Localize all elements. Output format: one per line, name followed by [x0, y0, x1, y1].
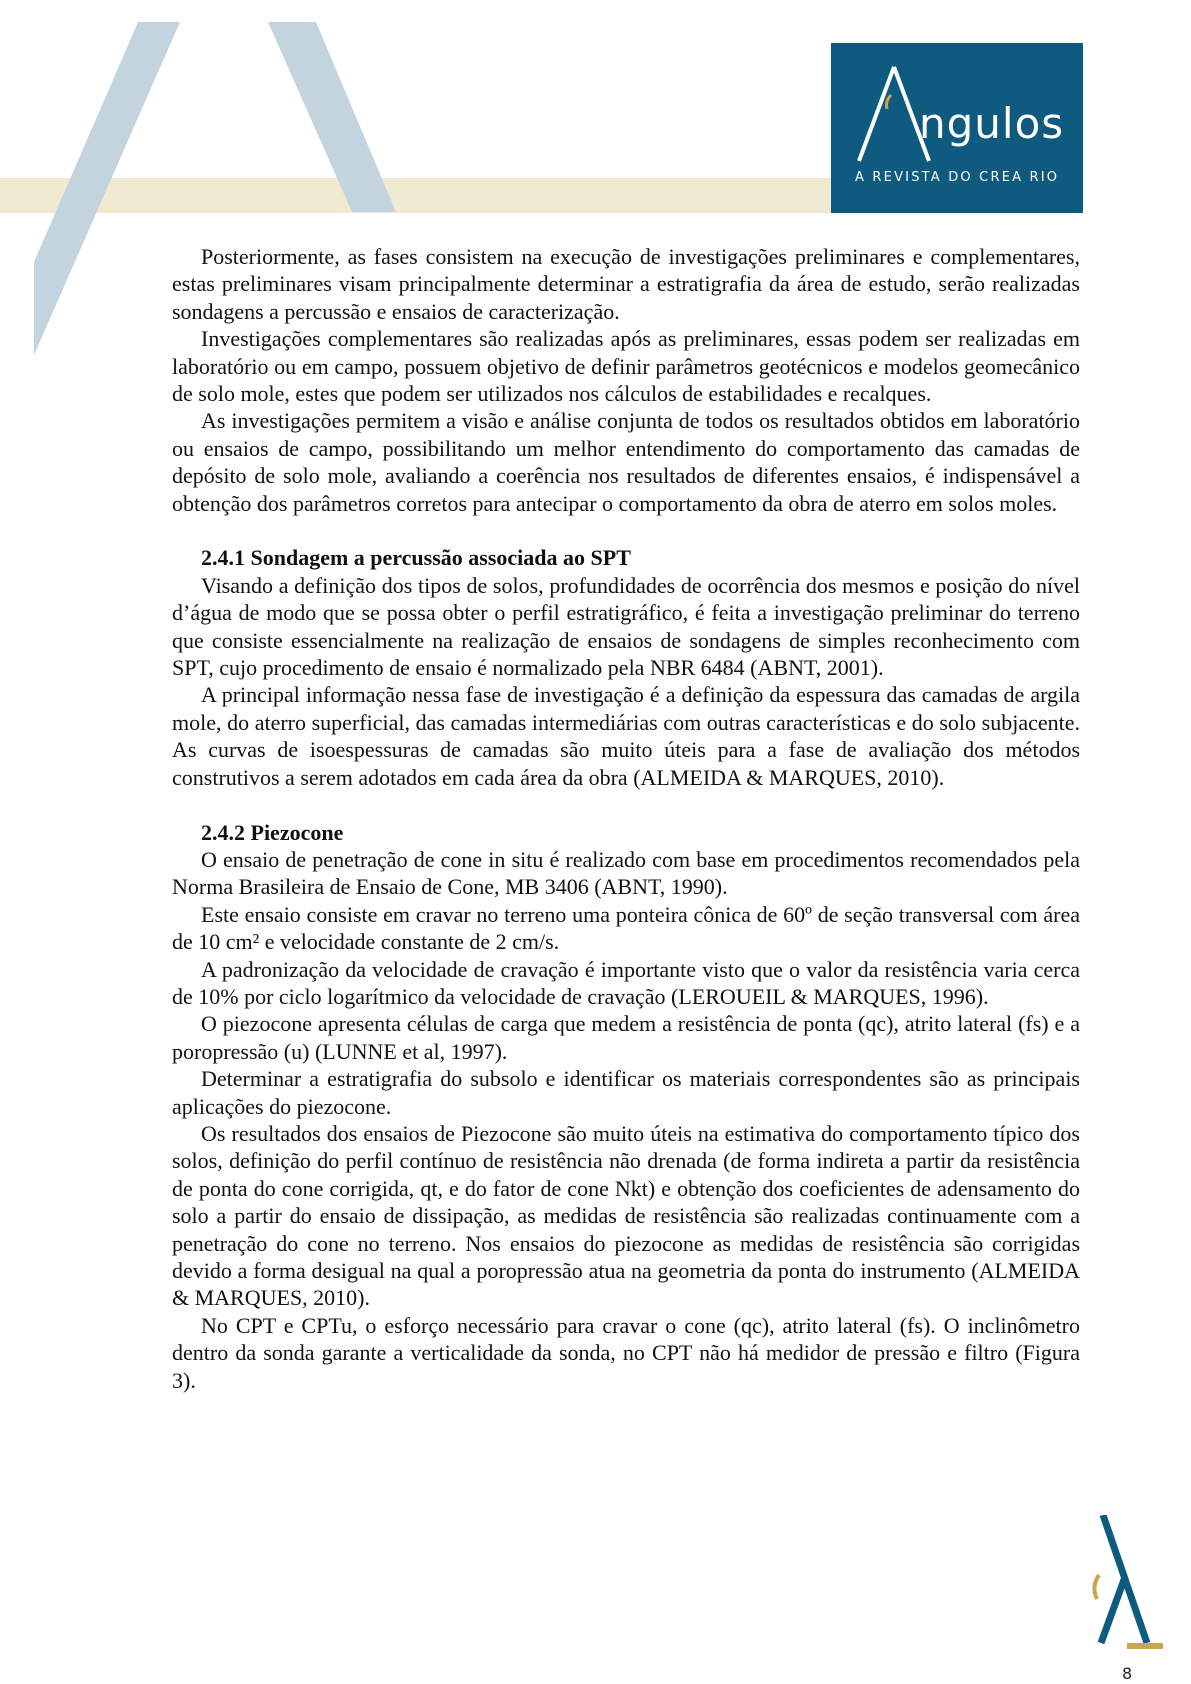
section-heading-241: 2.4.1 Sondagem a percussão associada ao SPT — [201, 545, 631, 571]
paragraph: No CPT e CPTu, o esforço necessário para cravar o cone (qc), atrito lateral (fs). O inclinômetro dentro da sonda garante a verticalidade da sonda, no CPT não há medidor de pressão e filtro (Figura 3). — [172, 1312, 1080, 1393]
logo-tagline: A REVISTA DO CREA RIO — [855, 170, 1060, 185]
logo-wordmark: ngulos — [919, 99, 1065, 148]
paragraph: O piezocone apresenta células de carga que medem a resistência de ponta (qc), atrito lateral (fs) e a poropressão (u) (LUNNE et al, 1997). — [172, 1011, 1080, 1064]
angulos-logo — [831, 43, 1083, 213]
paragraph: Investigações complementares são realizadas após as preliminares, essas podem ser realizadas em laboratório ou em campo, possuem objetivo de definir parâmetros geotécnicos e modelos geomecânico de solo mole, estes que podem ser utilizados nos cálculos de estabilidades e recalques. — [172, 326, 1080, 407]
paragraph: Visando a definição dos tipos de solos, profundidades de ocorrência dos mesmos e posição do nível d’água de modo que se possa obter o perfil estratigráfico, é feita a investigação preliminar do terreno que consiste essencialmente na realização de ensaios de sondagens de simples reconhecimento com SPT, cujo procedimento de ensaio é normalizado pela NBR 6484 (ABNT, 2001). — [172, 572, 1080, 681]
paragraph: Este ensaio consiste em cravar no terreno uma ponteira cônica de 60º de seção transversal com área de 10 cm² e velocidade constante de 2 cm/s. — [172, 901, 1080, 955]
section-heading-242: 2.4.2 Piezocone — [201, 819, 344, 845]
page-number: 8 — [1122, 1664, 1133, 1683]
paragraph: O ensaio de penetração de cone in situ é realizado com base em procedimentos recomendados pela Norma Brasileira de Ensaio de Cone, MB 3406 (ABNT, 1990). — [172, 846, 1080, 900]
section-spacer — [172, 517, 1080, 544]
paragraph: Os resultados dos ensaios de Piezocone são muito úteis na estimativa do comportamento típico dos solos, definição do perfil contínuo de resistência não drenada (de forma indireta a partir da resistência de ponta do cone corrigida, qt, e do fator de cone Nkt) e obtenção dos coeficientes de adensamento do solo a partir do ensaio de dissipação, as medidas de resistência são realizadas continuamente com a penetração do cone no terreno. Nos ensaios do piezocone as medidas de resistência são corrigidas devido a forma desigual na qual a poropressão atua na geometria da ponta do instrumento (ALMEIDA & MARQUES, 2010). — [172, 1120, 1080, 1311]
footer-lambda-icon — [1085, 1515, 1165, 1655]
section-spacer — [172, 791, 1080, 818]
paragraph: As investigações permitem a visão e análise conjunta de todos os resultados obtidos em laboratório ou ensaios de campo, possibilitando um melhor entendimento do comportamento das camadas de depósito de solo mole, avaliando a coerência nos resultados de diferentes ensaios, é indispensável a obtenção dos parâmetros corretos para antecipar o comportamento da obra de aterro em solos moles. — [172, 408, 1080, 516]
header-beige-band — [0, 178, 831, 213]
paragraph: A padronização da velocidade de cravação é importante visto que o valor da resistência varia cerca de 10% por ciclo logarítmico da velocidade de cravação (LEROUEIL & MARQUES, 1996). — [172, 956, 1080, 1009]
paragraph: Determinar a estratigrafia do subsolo e identificar os materiais correspondentes são as principais aplicações do piezocone. — [172, 1066, 1080, 1119]
document-body — [172, 243, 1080, 1394]
paragraph: Posteriormente, as fases consistem na execução de investigações preliminares e complementares, estas preliminares visam principalmente determinar a estratigrafia da área de estudo, serão realizadas sondagens a percussão e ensaios de caracterização. — [172, 244, 1080, 324]
paragraph: A principal informação nessa fase de investigação é a definição da espessura das camadas de argila mole, do aterro superficial, das camadas intermediárias com outras características e do solo subjacente. As curvas de isoespessuras de camadas são muito úteis para a fase de avaliação dos métodos construtivos a serem adotados em cada área da obra (ALMEIDA & MARQUES, 2010). — [172, 682, 1080, 790]
